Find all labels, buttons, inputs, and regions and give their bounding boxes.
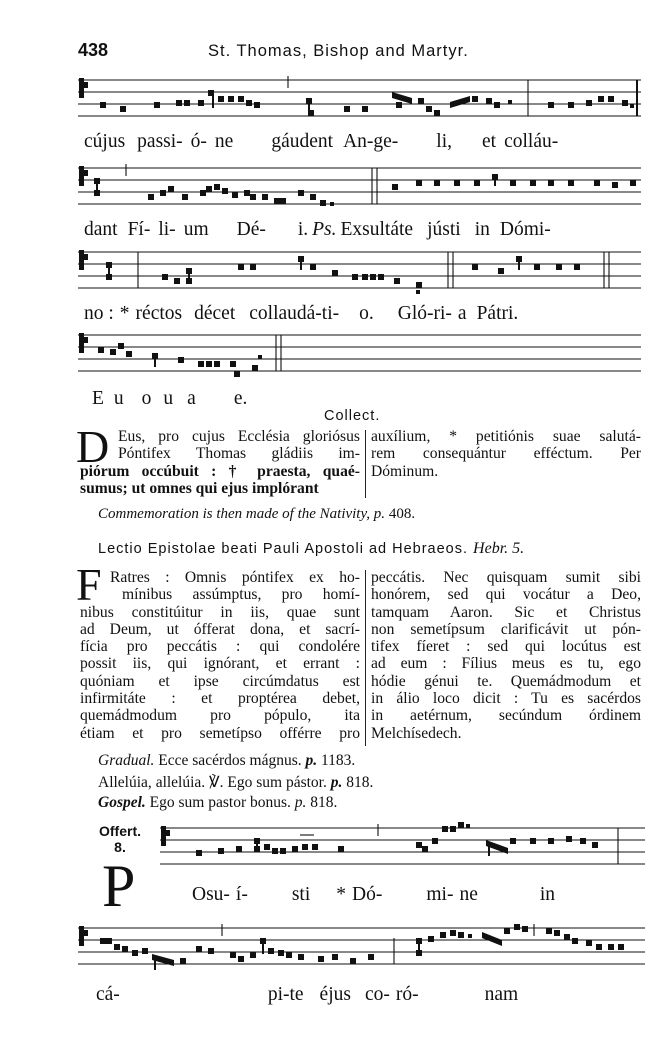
lesson-line: tifex fíeret : sed qui locútus est [371, 638, 641, 656]
lesson-right-column [371, 569, 641, 742]
lesson-line: quóniam et ipse circúmdatus est [80, 672, 360, 690]
collect-dropcap: D [76, 421, 110, 472]
chant-staff-2 [78, 158, 643, 220]
collect-line: rem consequántur efféctum. Per [371, 445, 641, 463]
collect-left-column [118, 428, 360, 463]
chant-lyrics-3: no : * réctos décet collaudá-ti- o. Gló-ri- a Pátri. [84, 303, 519, 324]
lesson-line: ad Deum, ut ófferat dona, et sacrí- [80, 620, 360, 638]
lesson-heading: Lectio Epistolae beati Pauli Apostoli ad Hebraeos. Hebr. 5. [98, 540, 525, 557]
collect-left-column-lower [80, 463, 360, 498]
lesson-line: ad eum : Fílius meus es tu, ego [371, 655, 641, 673]
chant-staff-3 [78, 242, 643, 304]
chant-staff-1 [78, 70, 643, 132]
collect-right-column [371, 428, 641, 480]
collect-line: auxílium, * petitiónis suae salutá- [371, 428, 641, 445]
collect-line: Eus, pro cujus Ecclésia gloriósus [118, 428, 360, 445]
lesson-line: in aetérnum, secúndum órdinem [371, 707, 641, 725]
lesson-left-column-top [110, 569, 360, 604]
collect-heading: Collect. [324, 408, 381, 424]
offertory-staff-1 [160, 818, 645, 880]
lesson-line: mínibus assúmptus, pro homí- [122, 586, 360, 604]
offertory-initial: P [102, 853, 136, 919]
lesson-line: Ratres : Omnis póntifex ex ho- [110, 569, 360, 586]
collect-line: sumus; ut omnes qui ejus implórant [80, 479, 319, 497]
lesson-line: in álio loco dicit : Tu es sacérdos [371, 690, 641, 708]
offertory-lyrics-1: Osu- í- sti * Dó- mi- ne in [192, 884, 556, 905]
lesson-line: étiam et pro semetípso offérre pro [80, 724, 360, 742]
lesson-left-column [80, 604, 360, 742]
collect-column-divider [365, 430, 366, 498]
lesson-line: peccátis. Nec quisquam sumit sibi [371, 569, 641, 586]
alleluia-line: Allelúia, allelúia. ℣. Ego sum pástor. p. 818. [98, 774, 374, 791]
gospel-line: Gospel. Ego sum pastor bonus. p. 818. [98, 794, 338, 811]
lesson-line: possit iis, qui ignórant, et errant : [80, 655, 360, 673]
chant-lyrics-1: cújus passi- ó- ne gáudent An-ge- li, et colláu- [84, 131, 559, 152]
lesson-line: honórem, sed qui vocátur a Deo, [371, 586, 641, 604]
page-number: 438 [78, 40, 109, 60]
lesson-line: fícia pro peccátis : qui condolére [80, 638, 360, 656]
offertory-label: Offert. 8. [99, 823, 141, 855]
lesson-line: quemádmodum pro pópulo, ita [80, 707, 360, 725]
gradual-line: Gradual. Ecce sacérdos mágnus. p. 1183. [98, 752, 356, 769]
lesson-line: hódie génui te. Quemádmodum et [371, 672, 641, 690]
commemoration-note: Commemoration is then made of the Nativity, p. 408. [98, 506, 416, 522]
chant-staff-4 [78, 325, 643, 387]
offertory-lyrics-2: cá- pi-te éjus co- ró- nam [96, 984, 519, 1005]
lesson-line: nibus constitúitur in iis, quae sunt [80, 603, 360, 621]
collect-line: Dóminum. [371, 462, 439, 480]
lesson-column-divider [365, 570, 366, 746]
lesson-line: tamquam Aaron. Sic et Christus [371, 603, 641, 621]
lesson-line: non semetípsum clarificávit ut pón- [371, 620, 641, 638]
collect-line: piórum occúbuit : † praesta, quaé- [80, 462, 360, 480]
collect-line: Póntifex Thomas gládiis im- [118, 445, 360, 463]
running-title: St. Thomas, Bishop and Martyr. [208, 42, 469, 60]
lesson-dropcap: F [76, 559, 102, 610]
lesson-line: Melchísedech. [371, 724, 462, 742]
lesson-line: infirmitáte : et proptérea debet, [80, 690, 360, 708]
chant-lyrics-2: dant Fí- li- um Dé- i. Ps. Exsultáte jústi in Dómi- [84, 219, 551, 240]
euoua-text: E u o u a e. [92, 388, 248, 409]
offertory-staff-2 [78, 918, 645, 986]
